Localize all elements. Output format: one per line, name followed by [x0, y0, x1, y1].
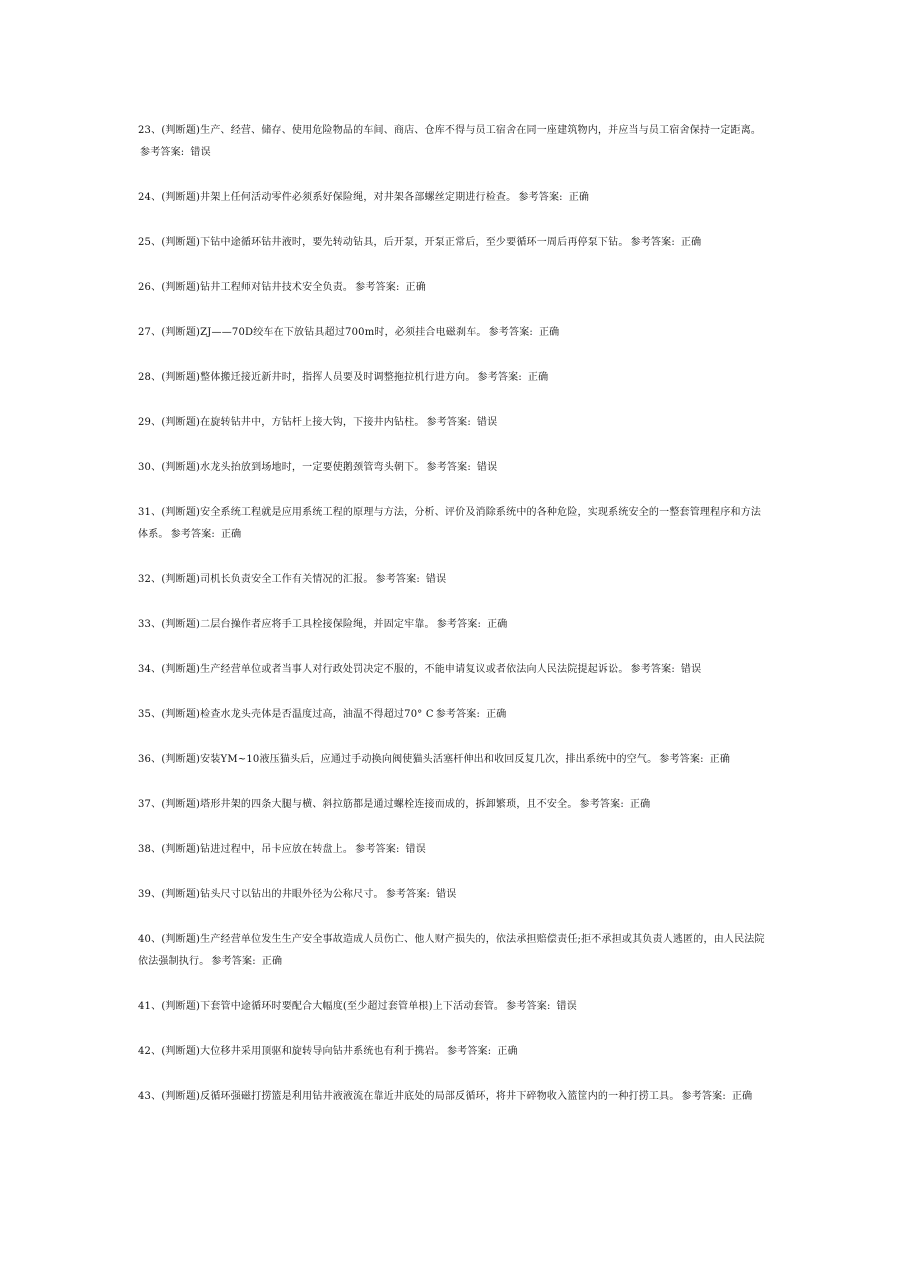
- question-text: (判断题)钻头尺寸以钻出的井眼外径为公称尺寸。: [161, 889, 384, 900]
- question-text: (判断题)安全系统工程就是应用系统工程的原理与方法，分析、评价及消除系统中的各种危险，实现系统安全的一整套管理程序和方法体系。: [138, 507, 762, 540]
- answer-value: 正确: [731, 1091, 753, 1102]
- question-number: 32、: [138, 574, 162, 585]
- answer-label: 参考答案:: [355, 282, 400, 293]
- question-text: (判断题)下钻中途循环钻井液时，要先转动钻具，后开泵，开泵正常后，至少要循环一周后再停泵下钻。: [161, 237, 629, 248]
- question-text: (判断题)下套管中途循环时要配合大幅度(至少超过套管单根)上下活动套管。: [161, 1001, 505, 1012]
- question-item: [138, 659, 770, 681]
- answer-value: 错误: [680, 664, 702, 675]
- question-text: (判断题)塔形井架的四条大腿与横、斜拉筋都是通过螺栓连接而成的，拆卸繁琐，且不安全。: [161, 799, 578, 810]
- question-number: 42、: [138, 1046, 162, 1057]
- answer-value: 正确: [261, 956, 283, 967]
- question-number: 39、: [138, 889, 162, 900]
- question-number: 37、: [138, 799, 162, 810]
- question-number: 27、: [138, 327, 162, 338]
- question-item: [138, 412, 770, 434]
- answer-label: 参考答案:: [488, 327, 533, 338]
- question-item: [138, 929, 770, 973]
- answer-label: 参考答案:: [630, 664, 675, 675]
- question-item: [138, 569, 770, 591]
- question-list: [138, 120, 770, 1131]
- question-item: [138, 1086, 770, 1108]
- question-number: 31、: [138, 507, 162, 518]
- answer-value: 正确: [487, 619, 508, 630]
- answer-value: 正确: [497, 1046, 518, 1057]
- answer-label: 参考答案:: [506, 1001, 551, 1012]
- question-item: [138, 704, 770, 726]
- question-text: (判断题)整体搬迁接近新井时，指挥人员要及时调整拖拉机行进方向。: [161, 372, 476, 383]
- answer-label: 参考答案:: [630, 237, 675, 248]
- answer-label: 参考答案:: [426, 462, 471, 473]
- question-text: (判断题)反循环强磁打捞篮是利用钻井液液流在靠近井底处的局部反循环，将井下碎物收入篮筐内的一种打捞工具。: [161, 1091, 680, 1102]
- question-item: [138, 884, 770, 906]
- question-item: [138, 322, 770, 344]
- question-text: (判断题)大位移井采用顶驱和旋转导向钻井系统也有利于携岩。: [161, 1046, 445, 1057]
- answer-label: 参考答案:: [518, 192, 563, 203]
- answer-label: 参考答案:: [426, 417, 471, 428]
- question-item: [138, 502, 770, 546]
- question-number: 35、: [138, 709, 162, 720]
- question-item: [138, 187, 770, 209]
- question-number: 36、: [138, 754, 162, 765]
- question-item: [138, 367, 770, 389]
- question-number: 34、: [138, 664, 162, 675]
- answer-value: 错误: [436, 889, 457, 900]
- answer-value: 正确: [709, 754, 731, 765]
- question-item: [138, 614, 770, 636]
- question-text: (判断题)生产、经营、储存、使用危险物品的车间、商店、仓库不得与员工宿舍在同一座建筑物内，并应当与员工宿舍保持一定距离。: [161, 125, 762, 136]
- answer-label: 参考答案:: [355, 844, 400, 855]
- question-number: 26、: [138, 282, 162, 293]
- answer-value: 错误: [425, 574, 447, 585]
- question-number: 38、: [138, 844, 162, 855]
- answer-value: 正确: [220, 529, 242, 540]
- answer-value: 错误: [476, 462, 498, 473]
- question-item: [138, 232, 770, 254]
- question-text: (判断题)安装YM~10液压猫头后，应通过手动换向阀使猫头活塞杆伸出和收回反复几次，排出系统中的空气。: [161, 754, 658, 765]
- question-number: 29、: [138, 417, 162, 428]
- answer-value: 错误: [476, 417, 498, 428]
- question-number: 40、: [138, 934, 162, 945]
- answer-label: 参考答案:: [140, 147, 185, 158]
- question-text: (判断题)司机长负责安全工作有关情况的汇报。: [161, 574, 374, 585]
- question-item: [138, 1041, 770, 1063]
- answer-label: 参考答案:: [211, 956, 256, 967]
- question-text: (判断题)检查水龙头壳体是否温度过高，油温不得超过70° C: [161, 709, 434, 720]
- question-item: [138, 794, 770, 816]
- question-text: (判断题)钻进过程中，吊卡应放在转盘上。: [161, 844, 354, 855]
- question-number: 23、: [138, 125, 162, 136]
- answer-label: 参考答案:: [435, 709, 481, 720]
- answer-value: 正确: [568, 192, 590, 203]
- answer-value: 正确: [680, 237, 702, 248]
- answer-value: 错误: [190, 147, 211, 158]
- question-item: [138, 277, 770, 299]
- question-item: [138, 839, 770, 861]
- answer-value: 正确: [629, 799, 651, 810]
- answer-label: 参考答案:: [659, 754, 704, 765]
- question-number: 28、: [138, 372, 162, 383]
- question-item: [138, 457, 770, 479]
- question-text: (判断题)生产经营单位或者当事人对行政处罚决定不服的，不能申请复议或者依法向人民法院提起诉讼。: [161, 664, 629, 675]
- answer-value: 正确: [527, 372, 549, 383]
- answer-label: 参考答案:: [681, 1091, 726, 1102]
- answer-label: 参考答案:: [375, 574, 420, 585]
- answer-label: 参考答案:: [446, 1046, 492, 1057]
- question-number: 30、: [138, 462, 162, 473]
- answer-value: 错误: [556, 1001, 577, 1012]
- answer-label: 参考答案:: [579, 799, 624, 810]
- answer-label: 参考答案:: [170, 529, 215, 540]
- answer-label: 参考答案:: [436, 619, 482, 630]
- question-text: (判断题)二层台操作者应将手工具栓接保险绳，并固定牢靠。: [161, 619, 435, 630]
- question-item: [138, 120, 770, 164]
- question-number: 41、: [138, 1001, 162, 1012]
- question-number: 25、: [138, 237, 162, 248]
- question-text: (判断题)ZJ——70D绞车在下放钻具超过700m时，必须挂合电磁刹车。: [161, 327, 487, 338]
- question-text: (判断题)生产经营单位发生生产安全事故造成人员伤亡、他人财产损失的，依法承担赔偿责任;拒不承担或其负责人逃匿的，由人民法院依法强制执行。: [138, 934, 765, 967]
- question-item: [138, 749, 770, 771]
- question-text: (判断题)钻井工程师对钻井技术安全负责。: [161, 282, 354, 293]
- question-number: 33、: [138, 619, 162, 630]
- answer-value: 错误: [405, 844, 426, 855]
- question-number: 43、: [138, 1091, 162, 1102]
- answer-value: 正确: [486, 709, 507, 720]
- question-number: 24、: [138, 192, 162, 203]
- answer-value: 正确: [538, 327, 560, 338]
- question-text: (判断题)在旋转钻井中，方钻杆上接大钩，下接井内钻柱。: [161, 417, 425, 428]
- question-item: [138, 996, 770, 1018]
- answer-label: 参考答案:: [385, 889, 431, 900]
- question-text: (判断题)水龙头抬放到场地时，一定要使鹅颈管弯头朝下。: [161, 462, 425, 473]
- answer-value: 正确: [405, 282, 426, 293]
- answer-label: 参考答案:: [477, 372, 522, 383]
- question-text: (判断题)井架上任何活动零件必须系好保险绳，对井架各部螺丝定期进行检查。: [161, 192, 517, 203]
